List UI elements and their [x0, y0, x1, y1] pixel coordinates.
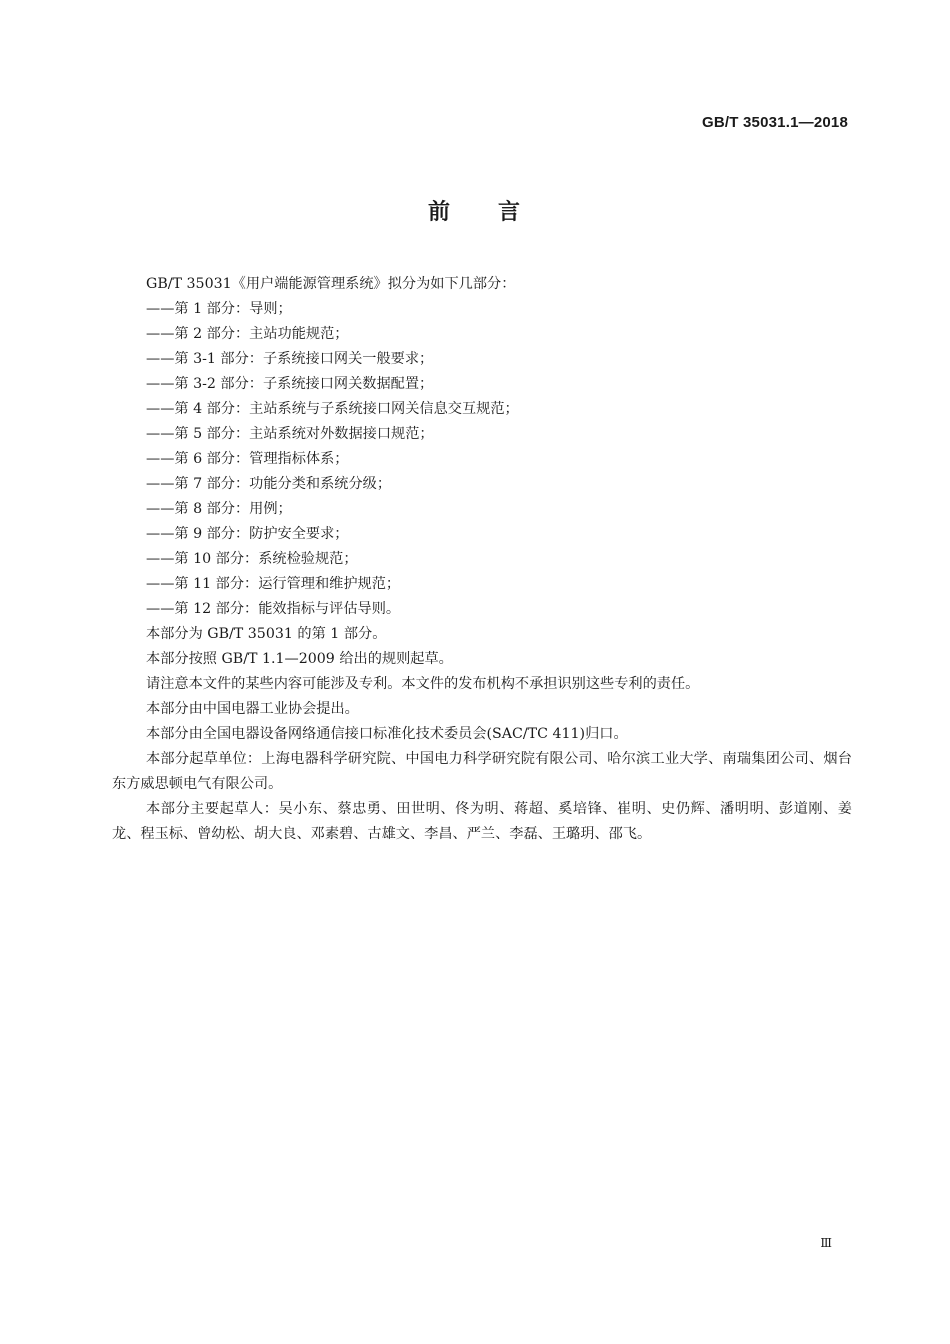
- list-item: ——第 8 部分：用例；: [146, 501, 292, 517]
- proposer-paragraph: 本部分由中国电器工业协会提出。: [146, 701, 359, 717]
- parts-list: [112, 297, 852, 622]
- list-item: ——第 10 部分：系统检验规范；: [146, 551, 358, 567]
- patent-notice-paragraph: 请注意本文件的某些内容可能涉及专利。本文件的发布机构不承担识别这些专利的责任。: [146, 676, 700, 692]
- list-item: ——第 2 部分：主站功能规范；: [146, 326, 349, 342]
- part-statement-paragraph: 本部分为 GB/T 35031 的第 1 部分。: [146, 626, 387, 642]
- page-number: Ⅲ: [820, 1236, 832, 1250]
- list-item: ——第 3-1 部分：子系统接口网关一般要求；: [146, 351, 434, 367]
- drafters-paragraph: 本部分主要起草人：吴小东、蔡忠勇、田世明、佟为明、蒋超、奚培锋、崔明、史仍辉、潘明明、彭道刚、姜龙、程玉标、曾幼松、胡大良、邓素碧、古雄文、李昌、严兰、李磊、王璐玥、邵飞。: [112, 801, 852, 842]
- standard-code-header: GB/T 35031.1—2018: [702, 114, 848, 131]
- list-item: ——第 12 部分：能效指标与评估导则。: [146, 601, 401, 617]
- list-item: ——第 11 部分：运行管理和维护规范；: [146, 576, 401, 592]
- committee-paragraph: 本部分由全国电器设备网络通信接口标准化技术委员会(SAC/TC 411)归口。: [146, 726, 628, 742]
- list-item: ——第 7 部分：功能分类和系统分级；: [146, 476, 392, 492]
- list-item: ——第 6 部分：管理指标体系；: [146, 451, 349, 467]
- list-item: ——第 3-2 部分：子系统接口网关数据配置；: [146, 376, 434, 392]
- intro-paragraph: GB/T 35031《用户端能源管理系统》拟分为如下几部分：: [146, 276, 516, 292]
- drafting-units-paragraph: 本部分起草单位：上海电器科学研究院、中国电力科学研究院有限公司、哈尔滨工业大学、南瑞集团公司、烟台东方威思顿电气有限公司。: [112, 751, 852, 792]
- list-item: ——第 5 部分：主站系统对外数据接口规范；: [146, 426, 434, 442]
- title-char-1: 前: [427, 200, 452, 225]
- list-item: ——第 1 部分：导则；: [146, 301, 292, 317]
- list-item: ——第 9 部分：防护安全要求；: [146, 526, 349, 542]
- page-title: [0, 195, 950, 226]
- drafting-rules-paragraph: 本部分按照 GB/T 1.1—2009 给出的规则起草。: [146, 651, 453, 667]
- foreword-body: [112, 272, 852, 847]
- list-item: ——第 4 部分：主站系统与子系统接口网关信息交互规范；: [146, 401, 519, 417]
- title-char-2: 言: [498, 200, 523, 225]
